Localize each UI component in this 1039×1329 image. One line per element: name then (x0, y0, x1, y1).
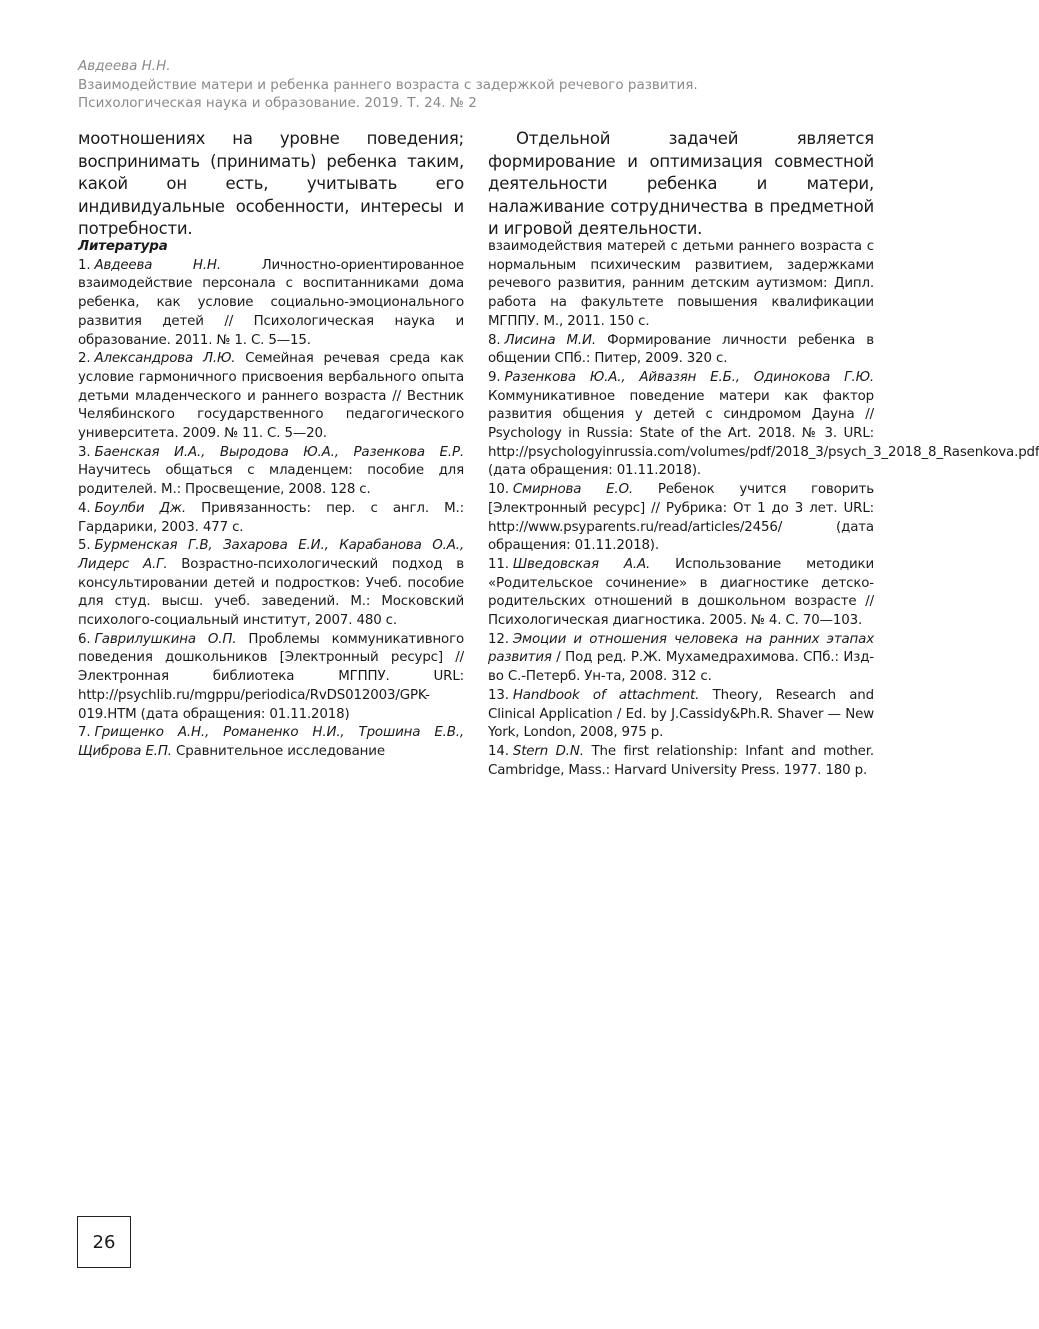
reference-authors: Баенская И.А., Выродова Ю.А., Разенкова Е.Р. (94, 444, 464, 460)
references-list-left (78, 257, 464, 762)
reference-text: Научитесь общаться с младенцем: пособие для родителей. М.: Просвещение, 2008. 128 с. (78, 463, 464, 498)
reference-authors: Эмоции и отношения человека на ранних этапах развития (488, 631, 874, 666)
body-column-left (78, 128, 464, 241)
reference-item (488, 481, 874, 556)
reference-item (488, 687, 874, 743)
reference-authors: Александрова Л.Ю. (94, 351, 236, 367)
reference-text: Привязанность: пер. с англ. М.: Гардарики, 2003. 477 с. (78, 500, 465, 535)
reference-text: Использование методики «Родительское сочинение» в диагностике детско-родительских отношений в дошкольном возрасте // Психологическая диагностика. 2005. № 4. С. 70—103. (488, 556, 874, 629)
reference-number: 14. (488, 743, 509, 759)
reference-text: Семейная речевая среда как условие гармоничного присвоения вербального опыта детьми младенческого и раннего возраста // Вестник Челябинского государственного педагогического университета. 2009. № 11. С. 5—20. (78, 351, 464, 442)
reference-item (78, 350, 464, 444)
reference-authors: Шведовская А.А. (512, 556, 651, 572)
reference-authors: Грищенко А.Н., Романенко Н.И., Трошина Е.В., Щиброва Е.П. (78, 725, 464, 759)
page-number: 26 (92, 1231, 116, 1253)
running-header (78, 57, 858, 113)
reference-authors: Бурменская Г.В, Захарова Е.И., Карабанова О.А., Лидерс А.Г. (78, 538, 464, 572)
reference-item (488, 556, 874, 631)
reference-number: 11. (488, 556, 509, 572)
reference-text: Формирование личности ребенка в общении СПб.: Питер, 2009. 320 с. (488, 332, 874, 367)
reference-number: 7. (78, 725, 91, 741)
references-right-column (488, 238, 1039, 780)
references-heading: Литература (78, 239, 168, 254)
reference-item (78, 500, 464, 537)
reference-text: Theory, Research and Clinical Application / Ed. by J.Cassidy&Ph.R. Shaver — New York, London, 2008, 975 p. (488, 687, 874, 741)
reference-authors: Авдеева Н.Н. (94, 257, 221, 273)
reference-authors: Гаврилушкина О.П. (94, 631, 237, 647)
reference-text: Проблемы коммуникативного поведения дошкольников [Электронный ресурс] // Электронная библиотека МГППУ. URL: http://psychlib.ru/mgppu/periodica/RvDS012003/GPK-019.HTM (дата обращения: 01.11.2018) (78, 631, 465, 722)
reference-item (488, 743, 874, 780)
reference-text: The first relationship: Infant and mother. Cambridge, Mass.: Harvard University Press. 1977. 180 p. (488, 743, 874, 778)
reference-authors: Боулби Дж. (94, 500, 186, 516)
reference-authors: Stern D.N. (512, 743, 584, 759)
reference-authors: Handbook of attachment. (512, 687, 700, 703)
reference-number: 1. (78, 257, 91, 273)
header-authors: Авдеева Н.Н. (78, 58, 171, 74)
header-article-title: Взаимодействие матери и ребенка раннего возраста с задержкой речевого развития. (78, 76, 698, 93)
reference-number: 9. (488, 369, 501, 385)
references-list-right (488, 332, 1039, 781)
reference-number: 10. (488, 482, 509, 498)
reference-text: Коммуникативное поведение матери как фактор развития общения у детей с синдромом Дауна // Psychology in Russia: State of the Art. 2018. № 3. URL: http://psychologyinrussia.com/volumes/pdf/2018_3/psych_3_2018_8_Rasenkova.pdf (дата обращения: 01.11.2018). (488, 388, 1039, 479)
body-paragraph-left: моотношениях на уровне поведения; воспринимать (принимать) ребенка таким, какой он есть, учитывать его индивидуальные особенности, интересы и потребности. (78, 129, 464, 238)
reference-number: 2. (78, 351, 91, 367)
references-left-column (78, 238, 464, 762)
reference-number: 4. (78, 500, 91, 516)
reference-authors: Разенкова Ю.А., Айвазян Е.Б., Одинокова Г.Ю. (504, 369, 874, 385)
header-journal: Психологическая наука и образование. 2019. Т. 24. № 2 (78, 95, 477, 111)
reference-item (488, 332, 874, 369)
body-paragraph-right: Отдельной задачей является формирование и оптимизация совместной деятельности ребенка и матери, налаживание сотрудничества в предметной и игровой деятельности. (488, 129, 874, 238)
body-column-right (488, 128, 874, 241)
reference-number: 3. (78, 444, 91, 460)
reference-number: 13. (488, 687, 509, 703)
reference-number: 12. (488, 631, 509, 647)
reference-item (78, 631, 464, 725)
reference-number: 6. (78, 631, 91, 647)
reference-number: 8. (488, 332, 501, 348)
reference-number: 5. (78, 538, 91, 554)
reference-item (78, 257, 464, 351)
reference-text: Сравнительное исследование (176, 743, 385, 759)
reference-authors: Смирнова Е.О. (512, 482, 634, 498)
reference-item (78, 537, 464, 631)
reference-text: / Под ред. Р.Ж. Мухамедрахимова. СПб.: Изд-во С.-Петерб. Ун-та, 2008. 312 с. (488, 650, 874, 685)
page-number-box (77, 1216, 131, 1268)
reference-continuation: взаимодействия матерей с детьми раннего возраста с нормальным психическим развитием, задержками речевого развития, ранним детским аутизмом: Дипл. работа на факультете повышения квалификации МГППУ. М., 2011. 150 с. (488, 239, 874, 329)
reference-text: Ребенок учится говорить [Электронный ресурс] // Рубрика: От 1 до 3 лет. URL: http://www.psyparents.ru/read/articles/2456/ (дата обращения: 01.11.2018). (488, 482, 874, 554)
reference-text: Личностно-ориентированное взаимодействие персонала с воспитанниками дома ребенка, как условие социально-эмоционального развития детей // Психологическая наука и образование. 2011. № 1. С. 5—15. (78, 257, 465, 348)
reference-item (78, 444, 464, 500)
reference-text: Возрастно-психологический подход в консультировании детей и подростков: Учеб. пособие для студ. высш. учеб. заведений. М.: Московский психолого-социальный институт, 2007. 480 с. (78, 556, 465, 629)
reference-item (78, 724, 464, 761)
reference-item (488, 631, 874, 687)
reference-item (488, 369, 1039, 481)
reference-authors: Лисина М.И. (504, 332, 596, 348)
